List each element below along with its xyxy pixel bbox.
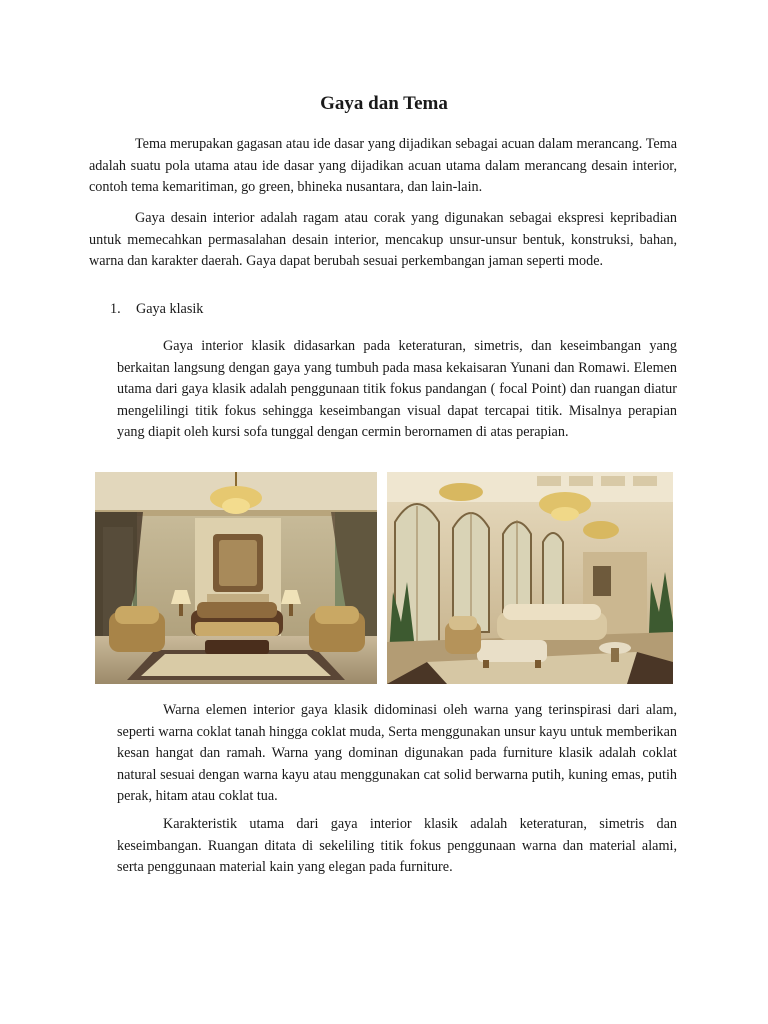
list-number: 1. (110, 301, 121, 317)
paragraph-gaya: Gaya desain interior adalah ragam atau corak yang digunakan sebagai ekspresi kepribadian untuk memecahkan permasalahan desain interior, mencakup unsur-unsur bentuk, konstruksi, bahan, warna dan karakter daerah. Gaya dapat berubah sesuai perkembangan jaman seperti mode. (89, 210, 677, 269)
page-title: Gaya dan Tema (320, 93, 448, 114)
paragraph-gaya-klasik: Gaya interior klasik didasarkan pada keteraturan, simetris, dan keseimbangan yang berkaitan langsung dengan gaya yang tumbuh pada masa kekaisaran Yunani dan Romawi. Elemen utama dari gaya klasik adalah penggunaan titik fokus pandangan ( focal Point) dan ruangan diatur mengelilingi titik fokus sehingga keseimbangan visual dapat tercapai titik. Misalnya perapian yang diapit oleh kursi sofa tunggal dengan cermin berornamen di atas perapian. (117, 338, 677, 440)
list-item-gaya-klasik (110, 301, 203, 318)
list-heading: Gaya klasik (136, 301, 204, 317)
classic-living-room-photo (95, 472, 377, 684)
paragraph-karakteristik: Karakteristik utama dari gaya interior klasik adalah keteraturan, simetris dan keseimbangan. Ruangan ditata di sekeliling titik fokus penggunaan warna dan material alami, serta penggunaan material kain yang elegan pada furniture. (117, 816, 677, 875)
paragraph-tema: Tema merupakan gagasan atau ide dasar yang dijadikan sebagai acuan dalam merancang. Tema adalah suatu pola utama atau ide dasar yang dijadikan acuan utama dalam merancang desain interior, contoh tema kemaritiman, go green, bhineka nusantara, dan lain-lain. (89, 136, 677, 195)
classic-arched-hall-photo (387, 472, 673, 684)
paragraph-warna: Warna elemen interior gaya klasik didominasi oleh warna yang terinspirasi dari alam, seperti warna coklat tanah hingga coklat muda, Serta menggunakan unsur kayu untuk memberikan kesan hangat dan ramah. Warna yang dominan digunakan pada furniture klasik adalah coklat natural sesuai dengan warna kayu atau menggunakan cat solid berwarna putih, kuning emas, putih perak, hitam atau coklat tua. (117, 702, 677, 804)
